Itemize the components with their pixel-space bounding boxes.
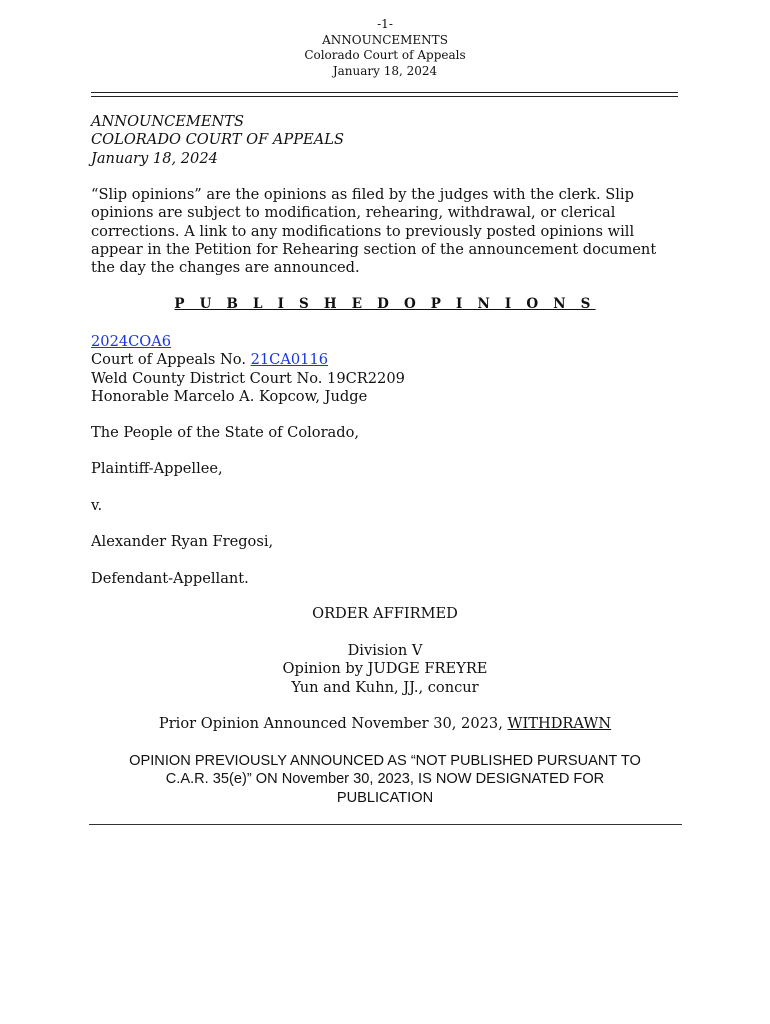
coa-number-link[interactable]: 21CA0116	[250, 351, 329, 369]
page-number: -1-	[377, 17, 393, 31]
division-block	[0, 642, 770, 697]
intro-line: appear in the Petition for Rehearing section of the announcement document	[91, 240, 657, 258]
note-line-2: C.A.R. 35(e)” ON November 30, 2023, IS NOW DESIGNATED FOR	[165, 771, 605, 788]
case-caption	[91, 333, 691, 406]
heading-line-3: January 18, 2024	[91, 149, 218, 167]
coa-prefix: Court of Appeals No.	[91, 351, 251, 369]
plaintiff-name: The People of the State of Colorado,	[91, 424, 360, 441]
division: Division V	[347, 642, 423, 659]
header-double-rule	[91, 92, 678, 97]
published-opinions-heading: P U B L I S H E D O P I N I O N S	[174, 296, 596, 312]
heading-line-2: COLORADO COURT OF APPEALS	[91, 131, 344, 149]
opinion-author: Opinion by JUDGE FREYRE	[282, 660, 488, 678]
heading-line-1: ANNOUNCEMENTS	[91, 113, 245, 130]
header-date: January 18, 2024	[332, 63, 438, 78]
publication-note	[0, 752, 770, 807]
note-line-1: OPINION PREVIOUSLY ANNOUNCED AS “NOT PUBLISHED PURSUANT TO	[129, 753, 641, 769]
announcement-heading	[91, 113, 691, 168]
header-title: ANNOUNCEMENTS	[322, 32, 448, 47]
intro-paragraph	[91, 186, 671, 277]
district-court-line: Weld County District Court No. 19CR2209	[91, 369, 405, 387]
note-line-3: PUBLICATION	[336, 789, 434, 806]
intro-line: “Slip opinions” are the opinions as filed by the judges with the clerk. Slip	[91, 186, 634, 203]
prior-opinion-line	[0, 715, 770, 733]
plaintiff-role: Plaintiff-Appellee,	[91, 460, 223, 477]
intro-line: the day the changes are announced.	[91, 259, 360, 277]
header-court: Colorado Court of Appeals	[304, 48, 466, 62]
concurring-judges: Yun and Kuhn, JJ., concur	[291, 678, 479, 696]
disposition: ORDER AFFIRMED	[312, 605, 458, 622]
intro-line: opinions are subject to modification, rehearing, withdrawal, or clerical	[91, 204, 616, 222]
running-header	[0, 17, 770, 79]
intro-line: corrections. A link to any modifications to previously posted opinions will	[91, 222, 635, 240]
citation-link[interactable]: 2024COA6	[91, 333, 172, 350]
section-divider	[89, 824, 682, 825]
coa-number-line	[91, 351, 691, 369]
prior-opinion-text: Prior Opinion Announced November 30, 2023,	[158, 715, 508, 732]
defendant-name: Alexander Ryan Fregosi,	[91, 533, 274, 550]
defendant-role: Defendant-Appellant.	[91, 570, 249, 587]
judge-line: Honorable Marcelo A. Kopcow, Judge	[91, 387, 368, 405]
withdrawn-status: WITHDRAWN	[507, 715, 612, 732]
versus: v.	[91, 497, 103, 514]
